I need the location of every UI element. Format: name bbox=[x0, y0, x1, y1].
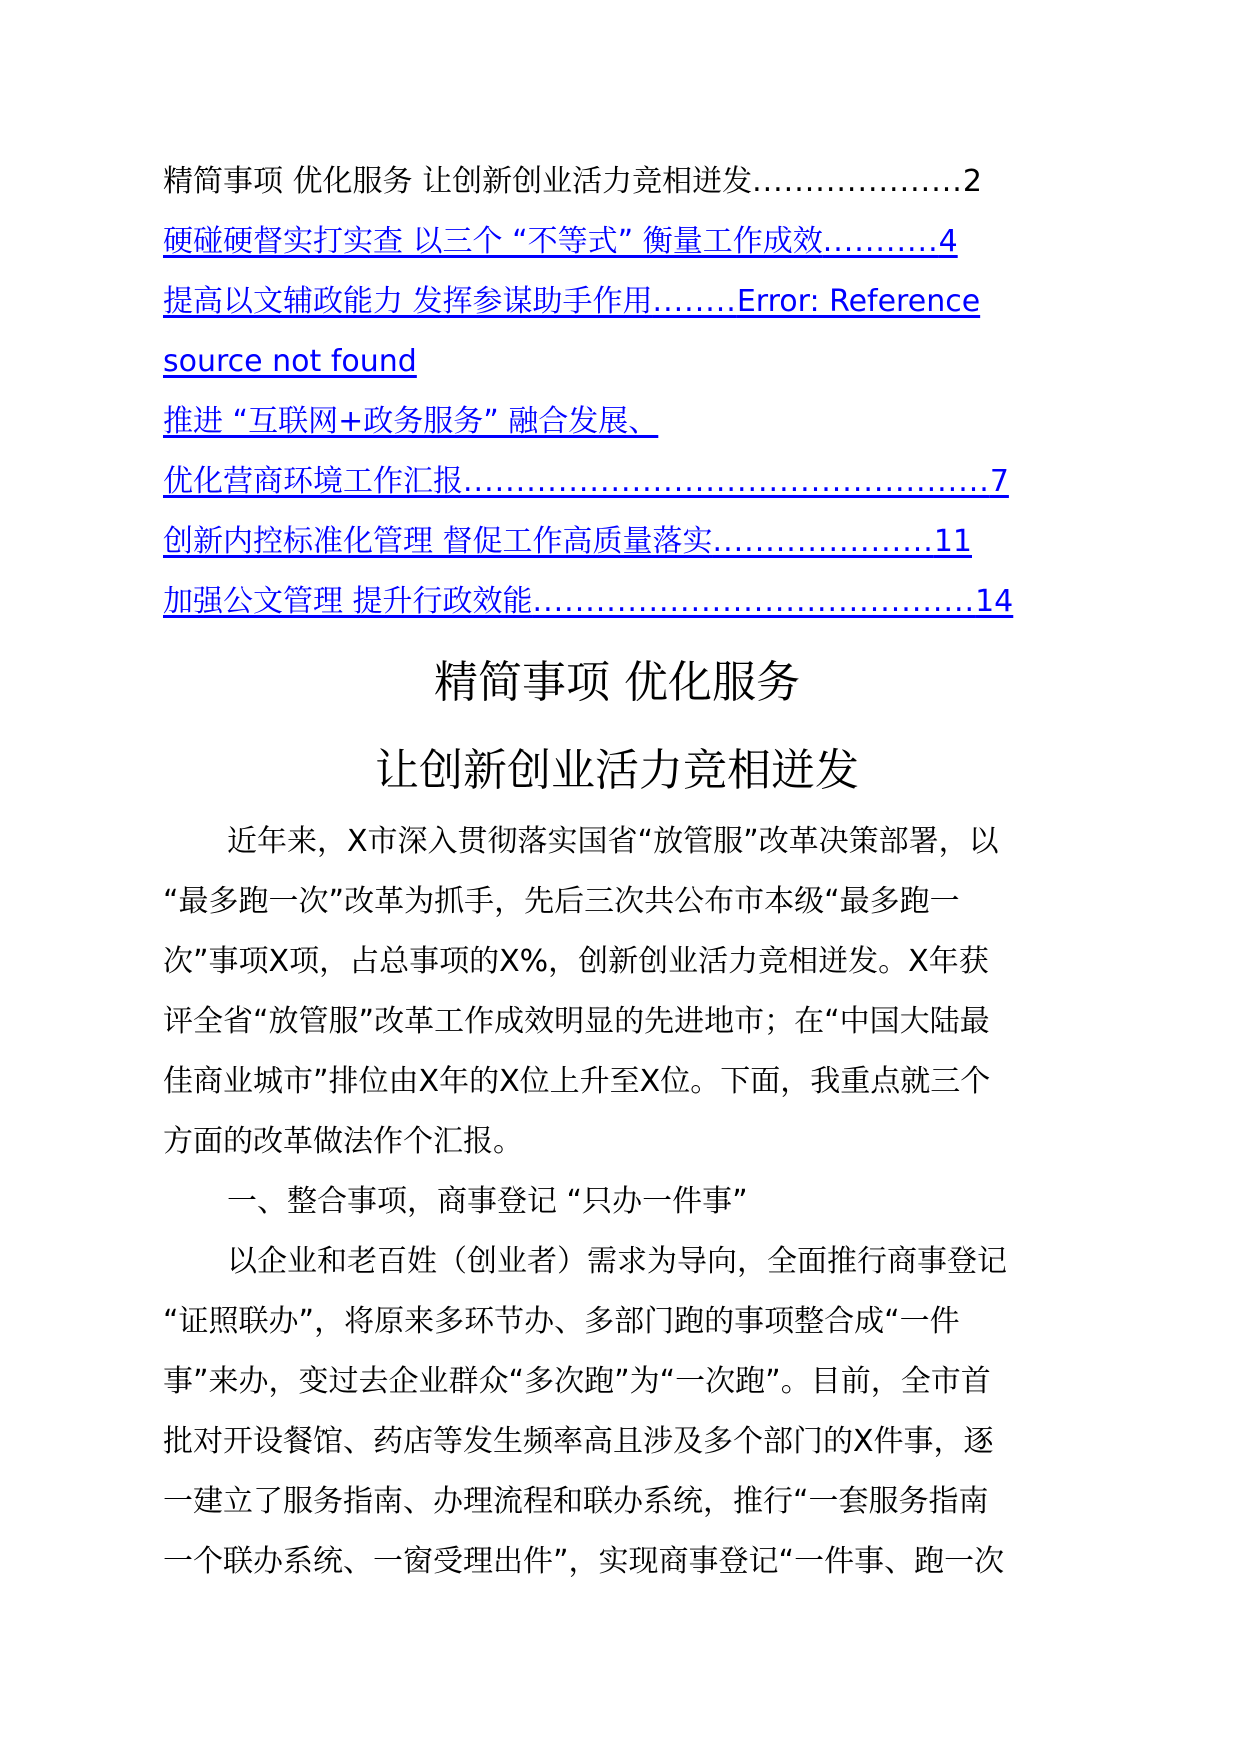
paragraph-line: 佳商业城市”排位由X年的X位上升至X位。下面，我重点就三个 bbox=[163, 1064, 991, 1099]
toc-leader: .................................................. bbox=[463, 464, 990, 499]
document-title: 精简事项 优化服务 bbox=[434, 657, 800, 708]
toc-page-number: 11 bbox=[933, 524, 972, 559]
section-heading: 一、整合事项，商事登记 “只办一件事” bbox=[227, 1184, 748, 1219]
toc-entry-text: 精简事项 优化服务 让创新创业活力竞相迸发 bbox=[163, 164, 753, 199]
paragraph-line: “最多跑一次”改革为抓手，先后三次共公布市本级“最多跑一 bbox=[163, 884, 960, 919]
paragraph-line: 方面的改革做法作个汇报。 bbox=[163, 1124, 523, 1159]
toc-link[interactable] bbox=[163, 572, 1123, 632]
toc-page-number: Error: Reference bbox=[736, 284, 981, 319]
toc-entry bbox=[163, 152, 1123, 212]
toc-entry-text: 推进 “互联网+政务服务” 融合发展、 bbox=[163, 404, 659, 439]
paragraph-line: 评全省“放管服”改革工作成效明显的先进地市；在“中国大陆最 bbox=[163, 1004, 990, 1039]
toc-page-number: 7 bbox=[989, 464, 1009, 499]
toc-leader: .......................................... bbox=[532, 584, 976, 619]
paragraph-line: “证照联办”，将原来多环节办、多部门跑的事项整合成“一件 bbox=[163, 1304, 960, 1339]
toc-entry-text: 优化营商环境工作汇报 bbox=[163, 464, 463, 499]
toc-page-number: 14 bbox=[975, 584, 1014, 619]
toc-page-number: 4 bbox=[938, 224, 958, 259]
paragraph-line: 以企业和老百姓（创业者）需求为导向，全面推行商事登记 bbox=[227, 1244, 1007, 1279]
toc-entry-text: 硬碰硬督实打实查 以三个 “不等式” 衡量工作成效 bbox=[163, 224, 823, 259]
paragraph-line: 一个联办系统、一窗受理出件”，实现商事登记“一件事、跑一次 bbox=[163, 1544, 1005, 1579]
paragraph-line: 批对开设餐馆、药店等发生频率高且涉及多个部门的X件事，逐 bbox=[163, 1424, 994, 1459]
toc-link[interactable] bbox=[163, 272, 1123, 332]
toc-link[interactable] bbox=[163, 332, 1123, 392]
paragraph-line: 近年来，X市深入贯彻落实国省“放管服”改革决策部署，以 bbox=[227, 824, 999, 859]
toc-link[interactable] bbox=[163, 392, 1123, 452]
toc-link[interactable] bbox=[163, 452, 1123, 512]
toc-link[interactable] bbox=[163, 512, 1123, 572]
paragraph-line: 一建立了服务指南、办理流程和联办系统，推行“一套服务指南 bbox=[163, 1484, 989, 1519]
toc-page-number: 2 bbox=[962, 164, 982, 199]
toc-entry-text: 创新内控标准化管理 督促工作高质量落实 bbox=[163, 524, 713, 559]
paragraph-line: 次”事项X项，占总事项的X%，创新创业活力竞相迸发。X年获 bbox=[163, 944, 989, 979]
document-subtitle: 让创新创业活力竞相迸发 bbox=[375, 745, 859, 796]
toc-leader: ........ bbox=[652, 284, 737, 319]
toc-leader: ..................... bbox=[712, 524, 934, 559]
paragraph-line: 事”来办，变过去企业群众“多次跑”为“一次跑”。目前，全市首 bbox=[163, 1364, 991, 1399]
toc-leader: .................... bbox=[752, 164, 963, 199]
toc-entry-text: source not found bbox=[163, 344, 417, 379]
toc-entry-text: 加强公文管理 提升行政效能 bbox=[163, 584, 533, 619]
toc-entry-text: 提高以文辅政能力 发挥参谋助手作用 bbox=[163, 284, 653, 319]
table-of-contents bbox=[163, 152, 1123, 632]
toc-link[interactable] bbox=[163, 212, 1123, 272]
toc-leader: ........... bbox=[822, 224, 939, 259]
document-body bbox=[163, 812, 1103, 1592]
